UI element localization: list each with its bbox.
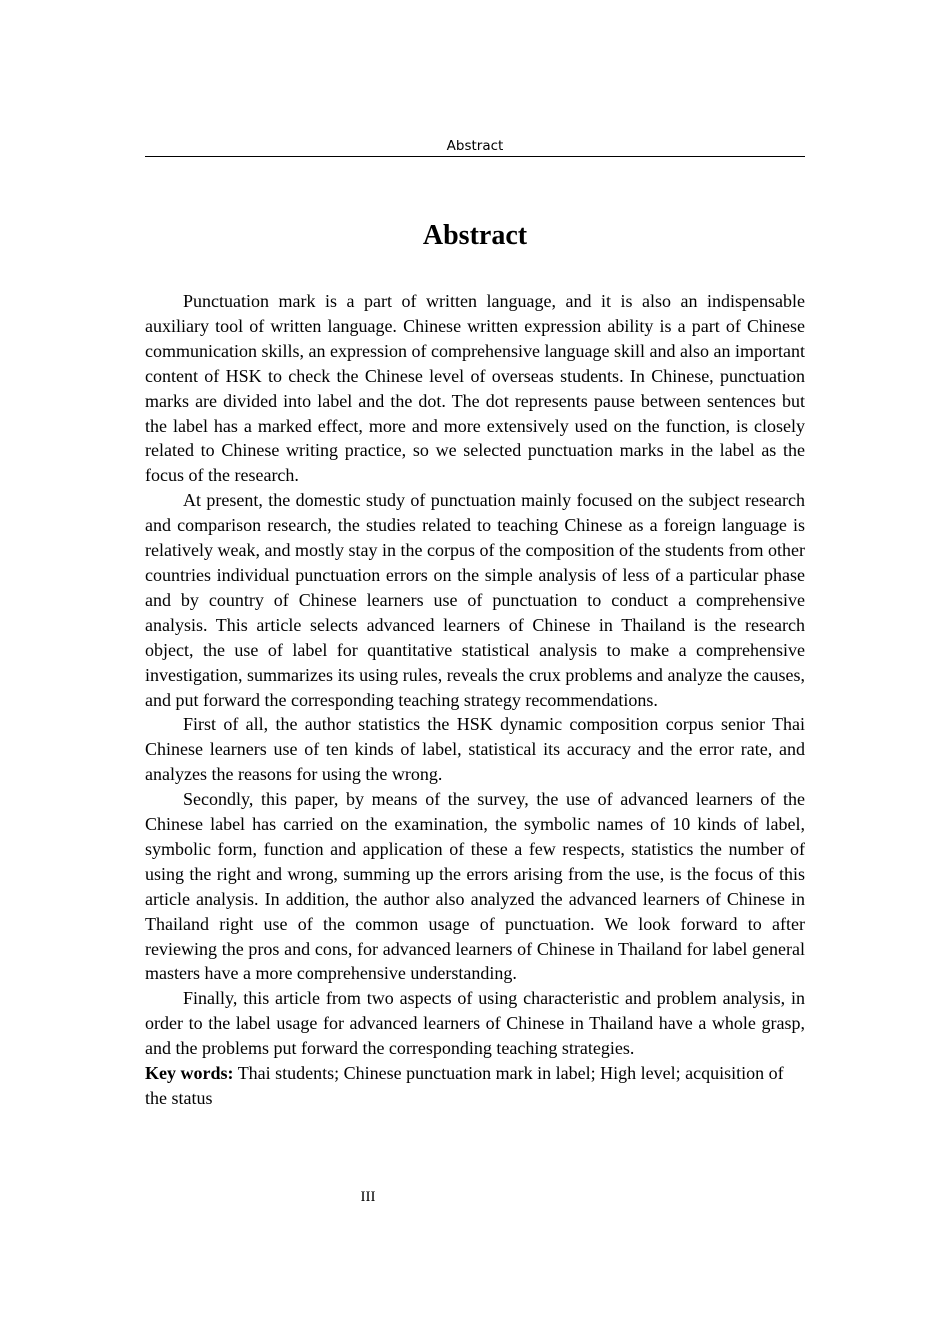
abstract-paragraph-1: Punctuation mark is a part of written language, and it is also an indispensable auxiliary tool of written language. Chinese written expression ability is a part of Chinese communication skills, an expression of comprehensive language skill and also an important content of HSK to check the Chinese level of overseas students. In Chinese, punctuation marks are divided into label and the dot. The dot represents pause between sentences but the label has a marked effect, more and more extensively used on the function, is closely related to Chinese writing practice, so we selected punctuation marks in the label as the focus of the research. [145,291,805,486]
abstract-paragraph-2: At present, the domestic study of punctuation mainly focused on the subject research and comparison research, the studies related to teaching Chinese as a foreign language is relatively weak, and mostly stay in the corpus of the composition of the students from other countries individual punctuation errors on the simple analysis of less of a particular phase and by country of Chinese learners use of punctuation to conduct a comprehensive analysis. This article selects advanced learners of Chinese in Thailand is the research object, the use of label for quantitative statistical analysis to make a comprehensive investigation, summarizes its using rules, reveals the crux problems and analyze the causes, and put forward the corresponding teaching strategy recommendations. [145,490,805,710]
abstract-paragraph-4: Secondly, this paper, by means of the survey, the use of advanced learners of the Chinese label has carried on the examination, the symbolic names of 10 kinds of label, symbolic form, function and application of these a few respects, statistics the number of using the right and wrong, summing up the errors arising from the use, is the focus of this article analysis. In addition, the author also analyzed the advanced learners of Chinese in Thailand right use of the common usage of punctuation. We look forward to after reviewing the pros and cons, for advanced learners of Chinese in Thailand for label general masters have a more comprehensive understanding. [145,789,805,984]
running-header-title: Abstract [446,138,504,154]
abstract-paragraph-5: Finally, this article from two aspects of using characteristic and problem analysis, in order to the label usage for advanced learners of Chinese in Thailand have a whole grasp, and the problems put forward the corresponding teaching strategies. [145,988,805,1059]
keywords-label: Key words: [145,1063,234,1084]
running-header [145,137,805,157]
abstract-paragraph-3: First of all, the author statistics the HSK dynamic composition corpus senior Thai Chinese learners use of ten kinds of label, statistical its accuracy and the error rate, and analyzes the reasons for using the wrong. [145,714,805,785]
keywords-text: Thai students; Chinese punctuation mark in label; High level; acquisition of the status [145,1063,784,1108]
abstract-body [145,289,805,1111]
page-title: Abstract [422,220,528,251]
keywords [145,1061,805,1111]
page-number: III [360,1189,376,1205]
